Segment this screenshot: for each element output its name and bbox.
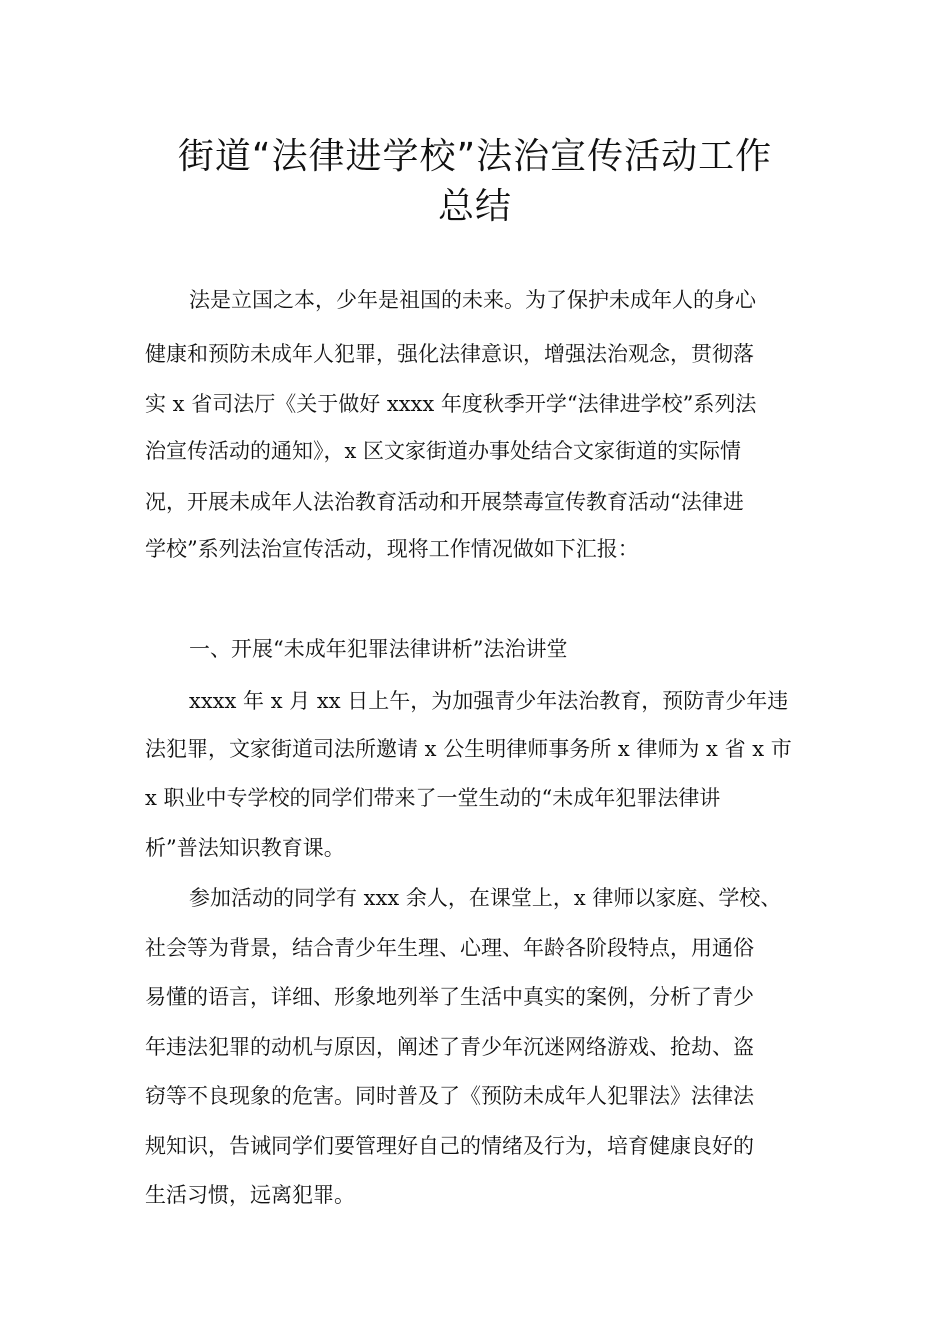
document-title-line-2: 总结 <box>437 186 512 227</box>
paragraph-2-line: 窃等不良现象的危害。同时普及了《预防未成年人犯罪法》法律法 <box>145 1084 754 1108</box>
intro-line: 况，开展未成年人法治教育活动和开展禁毒宣传教育活动“法律进 <box>145 490 744 514</box>
paragraph-1-line: x 职业中专学校的同学们带来了一堂生动的“未成年犯罪法律讲 <box>145 786 721 810</box>
paragraph-2-line: 年违法犯罪的动机与原因，阐述了青少年沉迷网络游戏、抢劫、盗 <box>145 1035 754 1059</box>
intro-line: 法是立国之本，少年是祖国的未来。为了保护未成年人的身心 <box>189 288 756 312</box>
paragraph-1-line: 析”普法知识教育课。 <box>145 836 345 860</box>
paragraph-2-line: 生活习惯，远离犯罪。 <box>145 1183 355 1207</box>
intro-line: 健康和预防未成年人犯罪，强化法律意识，增强法治观念，贯彻落 <box>145 342 754 366</box>
paragraph-2-line: 参加活动的同学有 xxx 余人，在课堂上，x 律师以家庭、学校、 <box>189 886 782 910</box>
intro-line: 治宣传活动的通知》，x 区文家街道办事处结合文家街道的实际情 <box>145 439 742 463</box>
paragraph-2-line: 规知识，告诫同学们要管理好自己的情绪及行为，培育健康良好的 <box>145 1134 754 1158</box>
intro-line: 实 x 省司法厅《关于做好 xxxx 年度秋季开学“法律进学校”系列法 <box>145 392 757 416</box>
document-title-line-1: 街道“法律进学校”法治宣传活动工作 <box>177 136 773 177</box>
section-heading: 一、开展“未成年犯罪法律讲析”法治讲堂 <box>189 637 568 661</box>
paragraph-1-line: xxxx 年 x 月 xx 日上午，为加强青少年法治教育，预防青少年违 <box>189 689 789 713</box>
paragraph-2-line: 社会等为背景，结合青少年生理、心理、年龄各阶段特点，用通俗 <box>145 936 754 960</box>
paragraph-2-line: 易懂的语言，详细、形象地列举了生活中真实的案例，分析了青少 <box>145 985 754 1009</box>
intro-line: 学校”系列法治宣传活动，现将工作情况做如下汇报： <box>145 537 639 561</box>
paragraph-1-line: 法犯罪，文家街道司法所邀请 x 公生明律师事务所 x 律师为 x 省 x 市 <box>145 737 792 761</box>
